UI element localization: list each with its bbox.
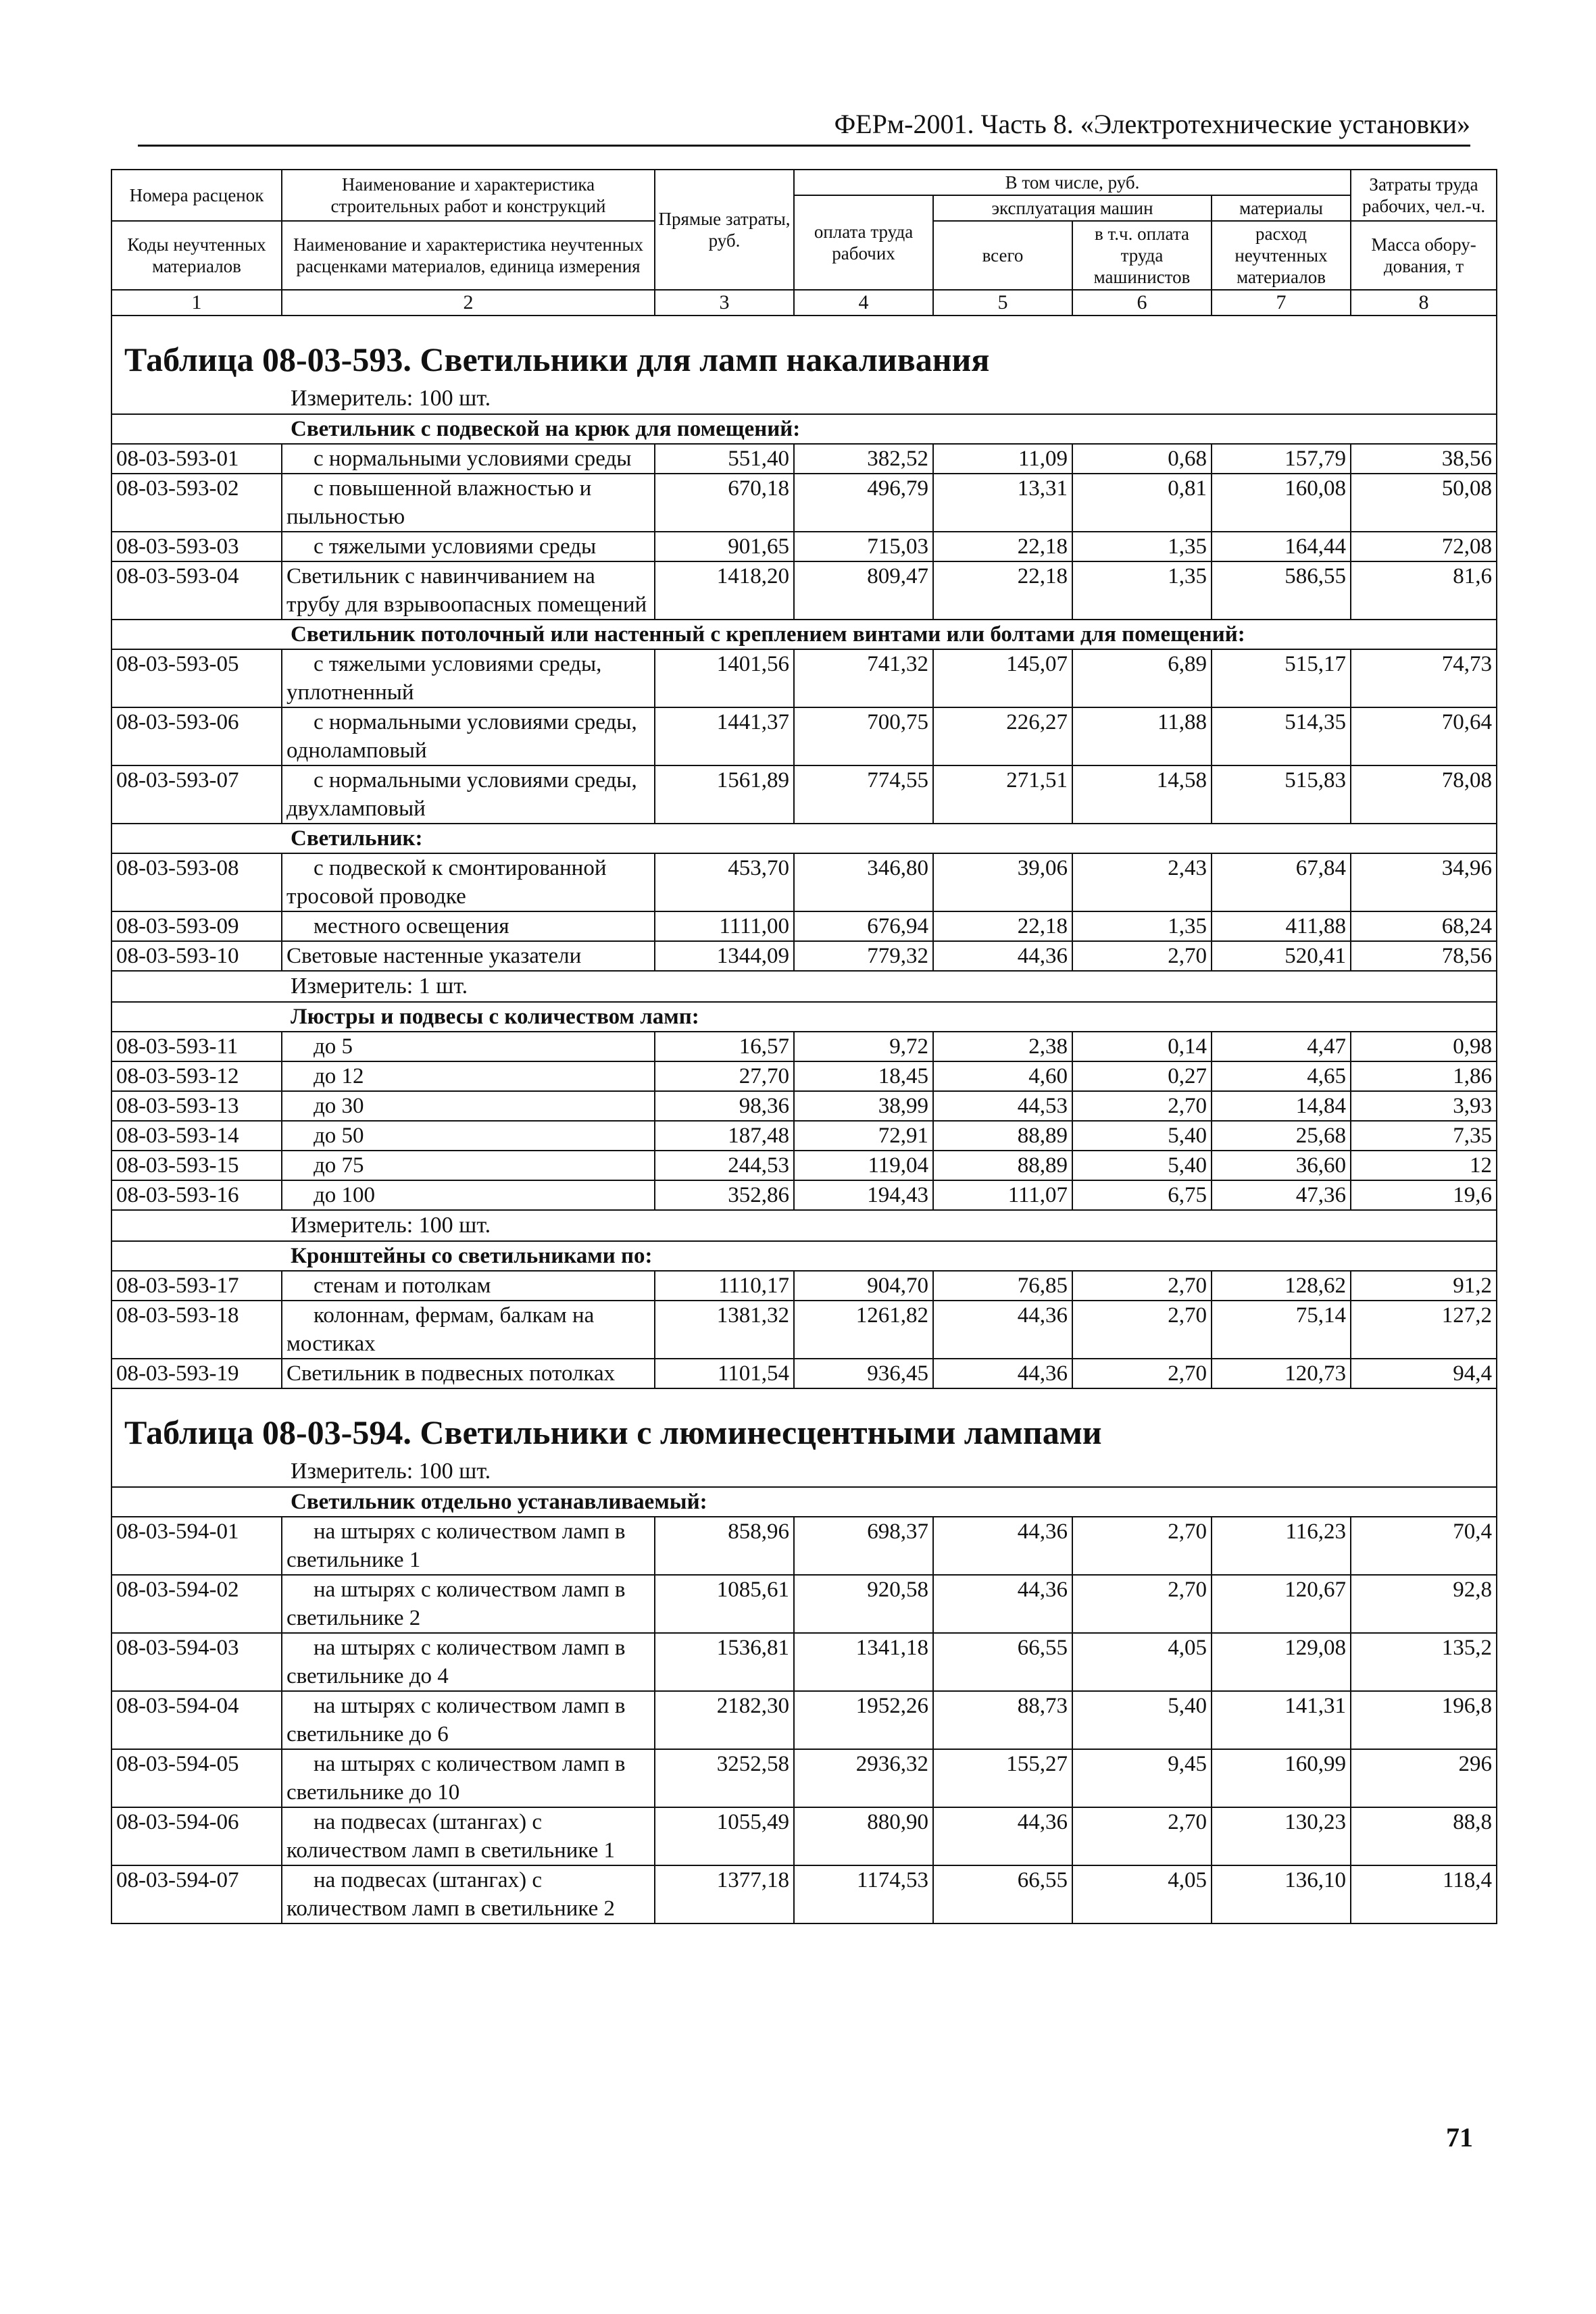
unit-label: Измеритель: 100 шт. xyxy=(111,1210,1497,1241)
materials-cost: 25,68 xyxy=(1212,1121,1351,1151)
materials-cost: 164,44 xyxy=(1212,532,1351,561)
labor-pay: 119,04 xyxy=(794,1151,933,1180)
machine-cost: 4,60 xyxy=(933,1061,1072,1091)
materials-cost: 411,88 xyxy=(1212,911,1351,941)
header-rule xyxy=(138,145,1470,147)
section-label: Светильник потолочный или настенный с креплением винтами или болтами для помещений: xyxy=(111,620,1497,649)
labor-pay: 676,94 xyxy=(794,911,933,941)
machine-cost: 44,36 xyxy=(933,1575,1072,1633)
labor-hours: 81,6 xyxy=(1351,561,1497,620)
header-labor-pay: оплата труда рабочих xyxy=(794,195,933,290)
machinist-pay: 4,05 xyxy=(1072,1633,1212,1691)
direct-cost: 1401,56 xyxy=(655,649,794,707)
machinist-pay: 9,45 xyxy=(1072,1749,1212,1807)
direct-cost: 1377,18 xyxy=(655,1865,794,1923)
direct-cost: 16,57 xyxy=(655,1032,794,1061)
table-row xyxy=(111,941,1497,971)
materials-cost: 157,79 xyxy=(1212,444,1351,474)
materials-cost: 75,14 xyxy=(1212,1301,1351,1359)
direct-cost: 352,86 xyxy=(655,1180,794,1210)
direct-cost: 901,65 xyxy=(655,532,794,561)
direct-cost: 1418,20 xyxy=(655,561,794,620)
machine-cost: 13,31 xyxy=(933,474,1072,532)
header-row-1 xyxy=(111,170,1497,195)
rate-code: 08-03-594-01 xyxy=(111,1517,282,1575)
rate-code: 08-03-593-02 xyxy=(111,474,282,532)
colnum: 4 xyxy=(794,290,933,316)
labor-pay: 496,79 xyxy=(794,474,933,532)
machinist-pay: 4,05 xyxy=(1072,1865,1212,1923)
work-name: на штырях с количеством ламп в светильнике 2 xyxy=(282,1575,655,1633)
machinist-pay: 5,40 xyxy=(1072,1151,1212,1180)
labor-pay: 1341,18 xyxy=(794,1633,933,1691)
materials-cost: 128,62 xyxy=(1212,1271,1351,1301)
machine-cost: 271,51 xyxy=(933,765,1072,824)
labor-pay: 346,80 xyxy=(794,853,933,911)
labor-hours: 0,98 xyxy=(1351,1032,1497,1061)
direct-cost: 1111,00 xyxy=(655,911,794,941)
section-label: Светильник с подвеской на крюк для помещений: xyxy=(111,414,1497,444)
machine-cost: 44,36 xyxy=(933,1517,1072,1575)
labor-pay: 382,52 xyxy=(794,444,933,474)
direct-cost: 551,40 xyxy=(655,444,794,474)
materials-cost: 520,41 xyxy=(1212,941,1351,971)
table-row xyxy=(111,1575,1497,1633)
labor-hours: 72,08 xyxy=(1351,532,1497,561)
direct-cost: 27,70 xyxy=(655,1061,794,1091)
materials-cost: 514,35 xyxy=(1212,707,1351,765)
direct-cost: 670,18 xyxy=(655,474,794,532)
table-row xyxy=(111,707,1497,765)
labor-hours: 127,2 xyxy=(1351,1301,1497,1359)
header-direct: Прямые затраты, руб. xyxy=(655,170,794,290)
machine-cost: 44,36 xyxy=(933,1359,1072,1388)
colnum: 1 xyxy=(111,290,282,316)
labor-hours: 50,08 xyxy=(1351,474,1497,532)
work-name: до 12 xyxy=(282,1061,655,1091)
rate-code: 08-03-593-01 xyxy=(111,444,282,474)
colnum: 7 xyxy=(1212,290,1351,316)
direct-cost: 1110,17 xyxy=(655,1271,794,1301)
machinist-pay: 2,70 xyxy=(1072,1091,1212,1121)
labor-pay: 1174,53 xyxy=(794,1865,933,1923)
work-name: Светильник с навинчиванием на трубу для взрывоопасных помещений xyxy=(282,561,655,620)
direct-cost: 1561,89 xyxy=(655,765,794,824)
labor-pay: 880,90 xyxy=(794,1807,933,1865)
rate-code: 08-03-594-07 xyxy=(111,1865,282,1923)
machinist-pay: 14,58 xyxy=(1072,765,1212,824)
section-row xyxy=(111,1487,1497,1517)
materials-cost: 130,23 xyxy=(1212,1807,1351,1865)
labor-hours: 1,86 xyxy=(1351,1061,1497,1091)
header-machines-labor: в т.ч. оплата труда машинистов xyxy=(1072,221,1212,290)
colnum: 6 xyxy=(1072,290,1212,316)
direct-cost: 244,53 xyxy=(655,1151,794,1180)
labor-pay: 72,91 xyxy=(794,1121,933,1151)
colnum: 3 xyxy=(655,290,794,316)
rate-code: 08-03-593-03 xyxy=(111,532,282,561)
work-name: на штырях с количеством ламп в светильнике до 6 xyxy=(282,1691,655,1749)
labor-hours: 19,6 xyxy=(1351,1180,1497,1210)
table-row xyxy=(111,649,1497,707)
labor-hours: 91,2 xyxy=(1351,1271,1497,1301)
section-row xyxy=(111,1241,1497,1271)
materials-cost: 136,10 xyxy=(1212,1865,1351,1923)
materials-cost: 116,23 xyxy=(1212,1517,1351,1575)
labor-pay: 1952,26 xyxy=(794,1691,933,1749)
rate-code: 08-03-593-10 xyxy=(111,941,282,971)
direct-cost: 453,70 xyxy=(655,853,794,911)
price-table xyxy=(111,169,1497,1924)
machine-cost: 22,18 xyxy=(933,911,1072,941)
section-label: Люстры и подвесы с количеством ламп: xyxy=(111,1002,1497,1032)
work-name: с нормальными условиями среды xyxy=(282,444,655,474)
unit-label: Измеритель: 100 шт. xyxy=(111,384,1497,414)
rate-code: 08-03-594-05 xyxy=(111,1749,282,1807)
table-row xyxy=(111,1121,1497,1151)
rate-code: 08-03-593-04 xyxy=(111,561,282,620)
work-name: стенам и потолкам xyxy=(282,1271,655,1301)
work-name: до 100 xyxy=(282,1180,655,1210)
rate-code: 08-03-593-12 xyxy=(111,1061,282,1091)
direct-cost: 3252,58 xyxy=(655,1749,794,1807)
materials-cost: 160,99 xyxy=(1212,1749,1351,1807)
labor-hours: 70,64 xyxy=(1351,707,1497,765)
table-title: Таблица 08-03-594. Светильники с люминесцентными лампами xyxy=(111,1388,1497,1457)
machinist-pay: 2,70 xyxy=(1072,1807,1212,1865)
work-name: до 30 xyxy=(282,1091,655,1121)
table-row xyxy=(111,1517,1497,1575)
table-row xyxy=(111,561,1497,620)
rate-code: 08-03-593-05 xyxy=(111,649,282,707)
section-label: Кронштейны со светильниками по: xyxy=(111,1241,1497,1271)
rate-code: 08-03-593-09 xyxy=(111,911,282,941)
labor-hours: 296 xyxy=(1351,1749,1497,1807)
labor-pay: 920,58 xyxy=(794,1575,933,1633)
section-row xyxy=(111,824,1497,853)
table-row xyxy=(111,1633,1497,1691)
work-name: с нормальными условиями среды, одноламповый xyxy=(282,707,655,765)
machinist-pay: 1,35 xyxy=(1072,911,1212,941)
machine-cost: 76,85 xyxy=(933,1271,1072,1301)
header-mass: Масса обору-дования, т xyxy=(1351,221,1497,290)
work-name: до 50 xyxy=(282,1121,655,1151)
section-row xyxy=(111,620,1497,649)
work-name: с тяжелыми условиями среды, уплотненный xyxy=(282,649,655,707)
header-code-bottom: Коды неучтенных материалов xyxy=(111,221,282,290)
labor-pay: 18,45 xyxy=(794,1061,933,1091)
work-name: с тяжелыми условиями среды xyxy=(282,532,655,561)
header-name-bottom: Наименование и характеристика неучтенных расценками материалов, единица измерения xyxy=(282,221,655,290)
machine-cost: 44,36 xyxy=(933,1301,1072,1359)
machine-cost: 2,38 xyxy=(933,1032,1072,1061)
table-row xyxy=(111,853,1497,911)
table-title: Таблица 08-03-593. Светильники для ламп накаливания xyxy=(111,316,1497,384)
table-row xyxy=(111,1151,1497,1180)
machine-cost: 226,27 xyxy=(933,707,1072,765)
machine-cost: 44,36 xyxy=(933,1807,1072,1865)
header-machines: эксплуатация машин xyxy=(933,195,1212,221)
work-name: на штырях с количеством ламп в светильнике до 4 xyxy=(282,1633,655,1691)
machinist-pay: 5,40 xyxy=(1072,1691,1212,1749)
labor-pay: 700,75 xyxy=(794,707,933,765)
materials-cost: 160,08 xyxy=(1212,474,1351,532)
machinist-pay: 11,88 xyxy=(1072,707,1212,765)
table-row xyxy=(111,1807,1497,1865)
work-name: с повышенной влажностью и пыльностью xyxy=(282,474,655,532)
rate-code: 08-03-593-19 xyxy=(111,1359,282,1388)
materials-cost: 67,84 xyxy=(1212,853,1351,911)
table-row xyxy=(111,1301,1497,1359)
labor-pay: 779,32 xyxy=(794,941,933,971)
page-number: 71 xyxy=(1446,2122,1473,2153)
rate-code: 08-03-593-08 xyxy=(111,853,282,911)
labor-pay: 2936,32 xyxy=(794,1749,933,1807)
labor-pay: 741,32 xyxy=(794,649,933,707)
labor-hours: 94,4 xyxy=(1351,1359,1497,1388)
table-row xyxy=(111,474,1497,532)
labor-hours: 74,73 xyxy=(1351,649,1497,707)
direct-cost: 2182,30 xyxy=(655,1691,794,1749)
rate-code: 08-03-593-15 xyxy=(111,1151,282,1180)
header-name-top: Наименование и характеристика строительных работ и конструкций xyxy=(282,170,655,221)
labor-pay: 774,55 xyxy=(794,765,933,824)
header-materials: материалы xyxy=(1212,195,1351,221)
machinist-pay: 1,35 xyxy=(1072,532,1212,561)
direct-cost: 1381,32 xyxy=(655,1301,794,1359)
section-row xyxy=(111,1002,1497,1032)
materials-cost: 14,84 xyxy=(1212,1091,1351,1121)
labor-hours: 78,56 xyxy=(1351,941,1497,971)
rate-code: 08-03-593-11 xyxy=(111,1032,282,1061)
table-row xyxy=(111,1691,1497,1749)
work-name: с нормальными условиями среды, двухламповый xyxy=(282,765,655,824)
labor-hours: 118,4 xyxy=(1351,1865,1497,1923)
colnum: 2 xyxy=(282,290,655,316)
unit-row xyxy=(111,384,1497,414)
direct-cost: 858,96 xyxy=(655,1517,794,1575)
machinist-pay: 2,70 xyxy=(1072,1301,1212,1359)
column-numbers-row xyxy=(111,290,1497,316)
labor-hours: 68,24 xyxy=(1351,911,1497,941)
direct-cost: 187,48 xyxy=(655,1121,794,1151)
table-title-row xyxy=(111,1388,1497,1457)
rate-code: 08-03-594-03 xyxy=(111,1633,282,1691)
labor-pay: 715,03 xyxy=(794,532,933,561)
machinist-pay: 2,70 xyxy=(1072,1359,1212,1388)
labor-hours: 12 xyxy=(1351,1151,1497,1180)
table-row xyxy=(111,1032,1497,1061)
materials-cost: 586,55 xyxy=(1212,561,1351,620)
table-row xyxy=(111,1061,1497,1091)
materials-cost: 141,31 xyxy=(1212,1691,1351,1749)
direct-cost: 1344,09 xyxy=(655,941,794,971)
work-name: местного освещения xyxy=(282,911,655,941)
labor-pay: 936,45 xyxy=(794,1359,933,1388)
rate-code: 08-03-594-02 xyxy=(111,1575,282,1633)
materials-cost: 120,73 xyxy=(1212,1359,1351,1388)
machine-cost: 22,18 xyxy=(933,561,1072,620)
labor-hours: 34,96 xyxy=(1351,853,1497,911)
work-name: на подвесах (штангах) с количеством ламп в светильнике 2 xyxy=(282,1865,655,1923)
colnum: 8 xyxy=(1351,290,1497,316)
materials-cost: 4,47 xyxy=(1212,1032,1351,1061)
rate-code: 08-03-594-06 xyxy=(111,1807,282,1865)
table-row xyxy=(111,1180,1497,1210)
machinist-pay: 6,89 xyxy=(1072,649,1212,707)
table-row xyxy=(111,1091,1497,1121)
direct-cost: 1441,37 xyxy=(655,707,794,765)
direct-cost: 1055,49 xyxy=(655,1807,794,1865)
rate-code: 08-03-594-04 xyxy=(111,1691,282,1749)
table-title-row xyxy=(111,316,1497,384)
header-materials-sub: расход неучтенных материалов xyxy=(1212,221,1351,290)
labor-hours: 7,35 xyxy=(1351,1121,1497,1151)
header-code-top: Номера расценок xyxy=(111,170,282,221)
table-row xyxy=(111,1865,1497,1923)
machine-cost: 66,55 xyxy=(933,1633,1072,1691)
direct-cost: 98,36 xyxy=(655,1091,794,1121)
rate-code: 08-03-593-14 xyxy=(111,1121,282,1151)
direct-cost: 1085,61 xyxy=(655,1575,794,1633)
machinist-pay: 0,27 xyxy=(1072,1061,1212,1091)
machinist-pay: 0,68 xyxy=(1072,444,1212,474)
machinist-pay: 6,75 xyxy=(1072,1180,1212,1210)
machine-cost: 44,53 xyxy=(933,1091,1072,1121)
materials-cost: 515,83 xyxy=(1212,765,1351,824)
section-row xyxy=(111,414,1497,444)
unit-label: Измеритель: 100 шт. xyxy=(111,1457,1497,1487)
machinist-pay: 2,70 xyxy=(1072,1517,1212,1575)
machinist-pay: 2,70 xyxy=(1072,941,1212,971)
labor-hours: 70,4 xyxy=(1351,1517,1497,1575)
machine-cost: 39,06 xyxy=(933,853,1072,911)
labor-pay: 698,37 xyxy=(794,1517,933,1575)
machine-cost: 88,89 xyxy=(933,1151,1072,1180)
machinist-pay: 2,70 xyxy=(1072,1271,1212,1301)
machine-cost: 11,09 xyxy=(933,444,1072,474)
direct-cost: 1536,81 xyxy=(655,1633,794,1691)
materials-cost: 36,60 xyxy=(1212,1151,1351,1180)
labor-pay: 809,47 xyxy=(794,561,933,620)
header-labor-cost: Затраты труда рабочих, чел.-ч. xyxy=(1351,170,1497,221)
materials-cost: 47,36 xyxy=(1212,1180,1351,1210)
labor-hours: 3,93 xyxy=(1351,1091,1497,1121)
machine-cost: 111,07 xyxy=(933,1180,1072,1210)
rate-code: 08-03-593-07 xyxy=(111,765,282,824)
work-name: до 75 xyxy=(282,1151,655,1180)
rate-code: 08-03-593-16 xyxy=(111,1180,282,1210)
direct-cost: 1101,54 xyxy=(655,1359,794,1388)
labor-hours: 88,8 xyxy=(1351,1807,1497,1865)
machinist-pay: 1,35 xyxy=(1072,561,1212,620)
machinist-pay: 5,40 xyxy=(1072,1121,1212,1151)
machine-cost: 88,89 xyxy=(933,1121,1072,1151)
work-name: Светильник в подвесных потолках xyxy=(282,1359,655,1388)
labor-pay: 904,70 xyxy=(794,1271,933,1301)
rate-code: 08-03-593-06 xyxy=(111,707,282,765)
machinist-pay: 2,70 xyxy=(1072,1575,1212,1633)
work-name: на штырях с количеством ламп в светильнике 1 xyxy=(282,1517,655,1575)
materials-cost: 515,17 xyxy=(1212,649,1351,707)
machinist-pay: 2,43 xyxy=(1072,853,1212,911)
machine-cost: 44,36 xyxy=(933,941,1072,971)
table-body xyxy=(111,170,1497,1923)
materials-cost: 120,67 xyxy=(1212,1575,1351,1633)
table-row xyxy=(111,532,1497,561)
colnum: 5 xyxy=(933,290,1072,316)
labor-pay: 1261,82 xyxy=(794,1301,933,1359)
unit-row xyxy=(111,971,1497,1002)
labor-hours: 92,8 xyxy=(1351,1575,1497,1633)
machine-cost: 66,55 xyxy=(933,1865,1072,1923)
labor-hours: 78,08 xyxy=(1351,765,1497,824)
work-name: Световые настенные указатели xyxy=(282,941,655,971)
labor-pay: 194,43 xyxy=(794,1180,933,1210)
table-row xyxy=(111,765,1497,824)
unit-row xyxy=(111,1457,1497,1487)
work-name: с подвеской к смонтированной тросовой проводке xyxy=(282,853,655,911)
labor-pay: 9,72 xyxy=(794,1032,933,1061)
labor-hours: 135,2 xyxy=(1351,1633,1497,1691)
header-machines-total: всего xyxy=(933,221,1072,290)
materials-cost: 129,08 xyxy=(1212,1633,1351,1691)
table-row xyxy=(111,1271,1497,1301)
materials-cost: 4,65 xyxy=(1212,1061,1351,1091)
rate-code: 08-03-593-13 xyxy=(111,1091,282,1121)
header-incl: В том числе, руб. xyxy=(794,170,1351,195)
labor-pay: 38,99 xyxy=(794,1091,933,1121)
table-row xyxy=(111,1359,1497,1388)
table-row xyxy=(111,1749,1497,1807)
work-name: на штырях с количеством ламп в светильнике до 10 xyxy=(282,1749,655,1807)
work-name: колоннам, фермам, балкам на мостиках xyxy=(282,1301,655,1359)
work-name: до 5 xyxy=(282,1032,655,1061)
machine-cost: 22,18 xyxy=(933,532,1072,561)
labor-hours: 38,56 xyxy=(1351,444,1497,474)
work-name: на подвесах (штангах) с количеством ламп в светильнике 1 xyxy=(282,1807,655,1865)
rate-code: 08-03-593-17 xyxy=(111,1271,282,1301)
machinist-pay: 0,81 xyxy=(1072,474,1212,532)
machine-cost: 155,27 xyxy=(933,1749,1072,1807)
running-header: ФЕРм-2001. Часть 8. «Электротехнические установки» xyxy=(834,109,1470,139)
table-row xyxy=(111,444,1497,474)
machine-cost: 88,73 xyxy=(933,1691,1072,1749)
labor-hours: 196,8 xyxy=(1351,1691,1497,1749)
unit-label: Измеритель: 1 шт. xyxy=(111,971,1497,1002)
machine-cost: 145,07 xyxy=(933,649,1072,707)
section-label: Светильник отдельно устанавливаемый: xyxy=(111,1487,1497,1517)
rate-code: 08-03-593-18 xyxy=(111,1301,282,1359)
table-row xyxy=(111,911,1497,941)
unit-row xyxy=(111,1210,1497,1241)
section-label: Светильник: xyxy=(111,824,1497,853)
machinist-pay: 0,14 xyxy=(1072,1032,1212,1061)
